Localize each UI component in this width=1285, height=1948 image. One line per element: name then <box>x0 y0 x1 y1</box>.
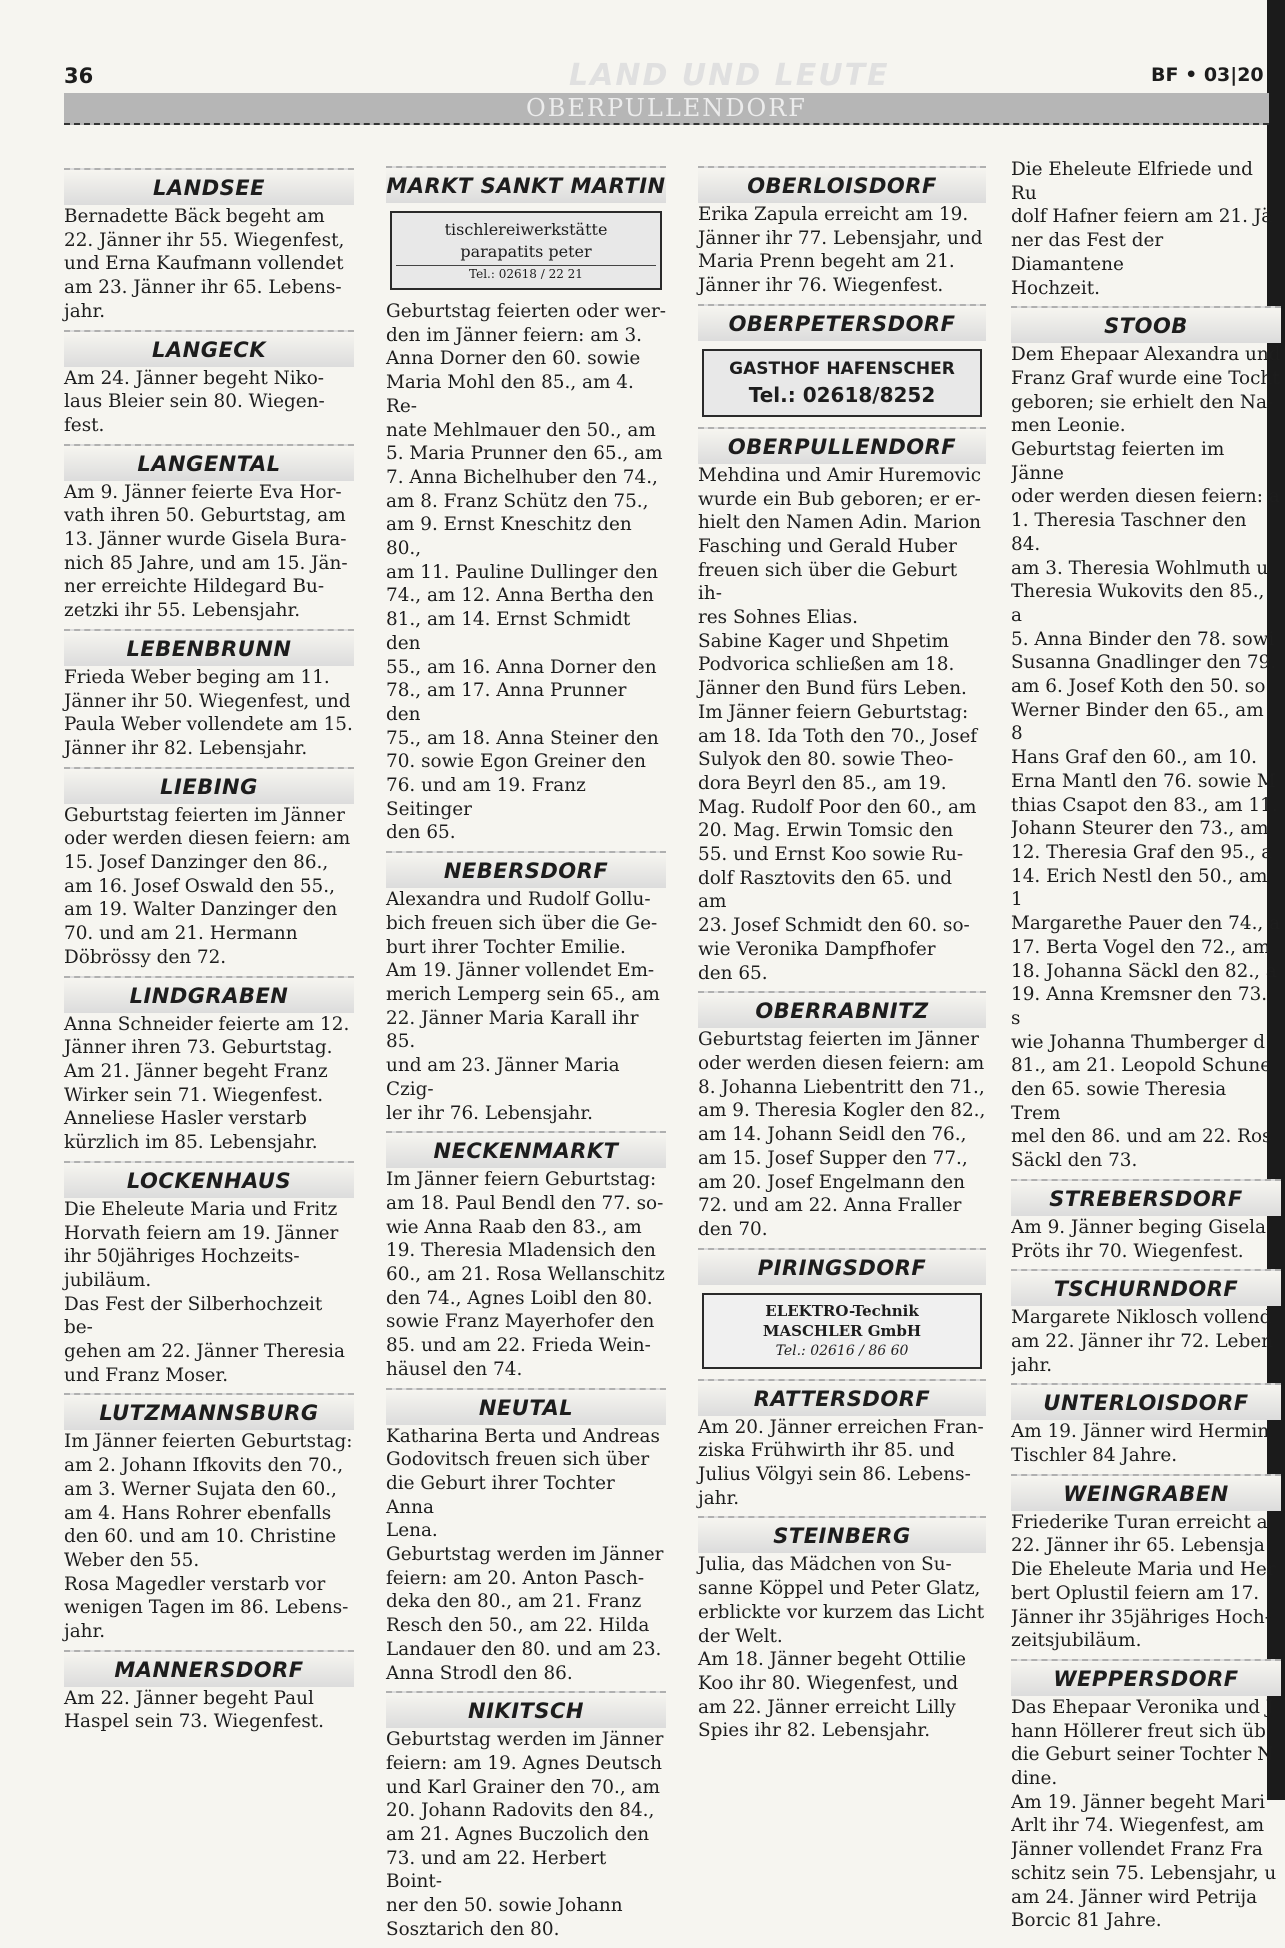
article-paragraph: Julia, das Mädchen von Su- sanne Köppel und Peter Glatz, erblickte vor kurzem das Licht der Welt. Am 18. Jänner begeht Ottilie Koo ihr 80. Wiegenfest, und am 22. Jänner erreicht Lilly Spies ihr 82. Lebensjahr. <box>698 1554 985 1742</box>
article-paragraph: Am 24. Jänner begeht Niko- laus Bleier sein 80. Wiegen- fest. <box>64 367 325 436</box>
village-heading: WEPPERSDORF <box>1011 1659 1281 1696</box>
article-paragraph: Geburtstag feierten im Jänner oder werden diesen feiern: am 8. Johanna Liebentritt den 71., am 9. Theresia Kogler den 82., am 14. Johann Seidl den 76., am 15. Josef Supper den 77., am 20. Josef Engelmann den 72. und am 22. Anna Fraller den 70. <box>698 1029 986 1240</box>
article-paragraph: Erika Zapula erreicht am 19. Jänner ihr 77. Lebensjahr, und Maria Prenn begeht am 21. Jänner ihr 76. Wiegenfest. <box>698 204 983 297</box>
village-heading: OBERPETERSDORF <box>698 304 986 341</box>
article-paragraph: Am 9. Jänner feierte Eva Hor- vath ihren 50. Geburtstag, am 13. Jänner wurde Gisela Bura- nich 85 Jahre, und am 15. Jän- ner erreichte Hildegard Bu- zetzki ihr 55. Lebensjahr. <box>64 481 348 622</box>
village-heading: TSCHURNDORF <box>1011 1269 1281 1306</box>
article-paragraph: Anna Schneider feierte am 12. Jänner ihren 73. Geburtstag. Am 21. Jänner begeht Franz Wirker sein 71. Wiegenfest. Anneliese Hasler verstarb kürzlich im 85. Lebensjahr. <box>64 1013 350 1154</box>
issue-label: BF • 03|20 <box>1151 64 1264 86</box>
article-paragraph: Am 19. Jänner wird Hermin Tischler 84 Jahre. <box>1011 1421 1270 1467</box>
article-paragraph: Die Eheleute Elfriede und Ru dolf Hafner feiern am 21. Jä ner das Fest der Diamantene Hochzeit. <box>1011 159 1273 299</box>
village-heading: STREBERSDORF <box>1011 1179 1281 1216</box>
village-heading: LUTZMANNSBURG <box>64 1393 354 1430</box>
column-2 <box>386 166 666 1948</box>
article-paragraph: Geburtstag feierten im Jänner oder werden diesen feiern: am 15. Josef Danzinger den 86., am 16. Josef Oswald den 55., am 19. Walter Danzinger den 70. und am 21. Hermann Döbrössy den 72. <box>64 804 351 968</box>
advertisement-box <box>702 1293 982 1369</box>
column-4 <box>1011 158 1281 1939</box>
article-paragraph: Das Ehepaar Veronika und J hann Höllerer freut sich üb die Geburt seiner Tochter N dine. Am 19. Jänner begeht Mari Arlt ihr 74. Wiegenfest, am Jänner vollendet Franz Fra schitz sein 75. Lebensjahr, u am 24. Jänner wird Petrija Borcic 81 Jahre. <box>1011 1696 1277 1932</box>
article-paragraph: Alexandra und Rudolf Gollu- bich freuen sich über die Ge- burt ihrer Tochter Emilie. Am 19. Jänner vollendet Em- merich Lemperg sein 65., am 22. Jänner Maria Karall ihr 85. und am 23. Jänner Maria Czig- ler ihr 76. Lebensjahr. <box>386 889 660 1124</box>
village-heading: MARKT SANKT MARTIN <box>386 166 666 203</box>
article-paragraph: Die Eheleute Maria und Fritz Horvath feiern am 19. Jänner ihr 50jähriges Hochzeits- jubiläum. Das Fest der Silberhochzeit be- gehen am 22. Jänner Theresia und Franz Moser. <box>64 1198 345 1386</box>
village-heading: PIRINGSDORF <box>698 1248 986 1285</box>
article-paragraph: Am 22. Jänner begeht Paul Haspel sein 73. Wiegenfest. <box>64 1687 325 1733</box>
article-paragraph: Im Jänner feiern Geburtstag: am 18. Paul Bendl den 77. so- wie Anna Raab den 83., am 19. Theresia Mladensich den 60., am 21. Rosa Wellanschitz den 74., Agnes Loibl den 80. sowie Franz Mayerhofer den 85. und am 22. Frieda Wein- häusel den 74. <box>386 1169 665 1380</box>
ad-phone: Tel.: 02616 / 86 60 <box>775 1342 909 1359</box>
article-paragraph: Geburtstag feierten oder wer- den im Jänner feiern: am 3. Anna Dorner den 60. sowie Maria Mohl den 85., am 4. Re- nate Mehlmauer den 50., am 5. Maria Prunner den 65., am 7. Anna Bichelhuber den 74., am 8. Franz Schütz den 75., am 9. Ernst Kneschitz den 80., am 11. Pauline Dullinger den 74., am 12. Anna Bertha den 81., am 14. Ernst Schmidt den 55., am 16. Anna Dorner den 78., am 17. Anna Prunner den 75., am 18. Anna Steiner den 70. sowie Egon Greiner den 76. und am 19. Franz Seitinger den 65. <box>386 301 666 844</box>
ad-company-name: tischlereiwerkstätte parapatits peter <box>444 220 608 261</box>
article-paragraph: Geburtstag werden im Jänner feiern: am 19. Agnes Deutsch und Karl Grainer den 70., am 20. Johann Radovits den 84., am 21. Agnes Buczolich den 73. und am 22. Herbert Boint- ner den 50. sowie Johann Sosztarich den 80. <box>386 1729 664 1940</box>
village-heading: NECKENMARKT <box>386 1131 666 1168</box>
column-3 <box>698 166 986 1749</box>
article-paragraph: Mehdina und Amir Huremovic wurde ein Bub geboren; er er- hielt den Namen Adin. Marion Fasching und Gerald Huber freuen sich über die Geburt ih- res Sohnes Elias. Sabine Kager und Shpetim Podvorica schließen am 18. Jänner den Bund fürs Leben. Im Jänner feiern Geburtstag: am 18. Ida Toth den 70., Josef Sulyok den 80. sowie Theo- dora Beyrl den 85., am 19. Mag. Rudolf Poor den 60., am 20. Mag. Erwin Tomsic den 55. und Ernst Koo sowie Ru- dolf Rasztovits den 65. und am 23. Josef Schmidt den 60. so- wie Veronika Dampfhofer den 65. <box>698 464 982 984</box>
village-heading: STOOB <box>1011 306 1281 343</box>
village-heading: LIEBING <box>64 767 354 804</box>
village-heading: LANDSEE <box>64 168 354 205</box>
village-heading: OBERPULLENDORF <box>698 427 986 464</box>
village-heading: NIKITSCH <box>386 1691 666 1728</box>
village-heading: UNTERLOISDORF <box>1011 1383 1281 1420</box>
article-paragraph: Am 9. Jänner beging Gisela Pröts ihr 70. Wiegenfest. <box>1011 1216 1267 1262</box>
region-title: OBERPULLENDORF <box>526 94 807 122</box>
village-heading: LINDGRABEN <box>64 976 354 1013</box>
article-paragraph: Friederike Turan erreicht a 22. Jänner ihr 65. Lebensja Die Eheleute Maria und Her bert Oplustil feiern am 17. Jänner ihr 35jähriges Hoch- zeitsjubiläum. <box>1011 1511 1276 1652</box>
article-paragraph: Margarete Niklosch vollend am 22. Jänner ihr 72. Leben jahr. <box>1011 1307 1273 1376</box>
ad-phone: Tel.: 02618/8252 <box>748 382 936 407</box>
column-1 <box>64 168 354 1740</box>
page-header <box>64 54 1269 94</box>
article-paragraph: Am 20. Jänner erreichen Fran- ziska Frühwirth ihr 85. und Julius Völgyi sein 86. Lebens- jahr. <box>698 1416 984 1509</box>
village-heading: MANNERSDORF <box>64 1650 354 1687</box>
article-paragraph: Dem Ehepaar Alexandra und Franz Graf wurde eine Tocht geboren; sie erhielt den Na- men Leonie. Geburtstag feierten im Jänne oder werden diesen feiern: a 1. Theresia Taschner den 84. am 3. Theresia Wohlmuth u Theresia Wukovits den 85., a 5. Anna Binder den 78. sowi Susanna Gnadlinger den 79. am 6. Josef Koth den 50. so Werner Binder den 65., am 8 Hans Graf den 60., am 10. Erna Mantl den 76. sowie M thias Csapot den 83., am 11. Johann Steurer den 73., am 12. Theresia Graf den 95., a 14. Erich Nestl den 50., am 1 Margarethe Pauer den 74., a 17. Berta Vogel den 72., am 18. Johanna Säckl den 82., a 19. Anna Kremsner den 73. s wie Johanna Thumberger d 81., am 21. Leopold Schune den 65. sowie Theresia Trem mel den 86. und am 22. Ros Säckl den 73. <box>1011 344 1281 1172</box>
village-heading: LANGENTAL <box>64 444 354 481</box>
ad-company-name: ELEKTRO-Technik MASCHLER GmbH <box>762 1301 922 1340</box>
village-heading: RATTERSDORF <box>698 1379 986 1416</box>
page-number: 36 <box>64 64 94 88</box>
article-paragraph: Katharina Berta und Andreas Godovitsch freuen sich über die Geburt ihrer Tochter Anna Lena. Geburtstag werden im Jänner feiern: am 20. Anton Pasch- deka den 80., am 21. Franz Resch den 50., am 22. Hilda Landauer den 80. und am 23. Anna Strodl den 86. <box>386 1425 664 1684</box>
village-heading: STEINBERG <box>698 1516 986 1553</box>
region-band <box>64 93 1269 125</box>
village-heading: LOCKENHAUS <box>64 1161 354 1198</box>
village-heading: NEUTAL <box>386 1388 666 1425</box>
section-title: LAND UND LEUTE <box>569 58 890 93</box>
village-heading: OBERRABNITZ <box>698 991 986 1028</box>
village-heading: OBERLOISDORF <box>698 166 986 203</box>
article-paragraph: Im Jänner feierten Geburtstag: am 2. Johann Ifkovits den 70., am 3. Werner Sujata den 60., am 4. Hans Rohrer ebenfalls den 60. und am 10. Christine Weber den 55. Rosa Magedler verstarb vor wenigen Tagen im 86. Lebens- jahr. <box>64 1431 353 1643</box>
village-heading: NEBERSDORF <box>386 851 666 888</box>
advertisement-box <box>390 211 662 290</box>
village-heading: WEINGRABEN <box>1011 1474 1281 1511</box>
ad-phone: Tel.: 02618 / 22 21 <box>396 265 656 282</box>
advertisement-box <box>702 349 982 417</box>
article-paragraph: Frieda Weber beging am 11. Jänner ihr 50. Wiegenfest, und Paula Weber vollendete am 15. Jänner ihr 82. Lebensjahr. <box>64 666 353 759</box>
village-heading: LEBENBRUNN <box>64 629 354 666</box>
article-paragraph: Bernadette Bäck begeht am 22. Jänner ihr 55. Wiegenfest, und Erna Kaufmann vollendet am 23. Jänner ihr 65. Lebens- jahr. <box>64 206 345 322</box>
village-heading: LANGECK <box>64 330 354 367</box>
ad-company-name: GASTHOF HAFENSCHER <box>729 358 955 379</box>
